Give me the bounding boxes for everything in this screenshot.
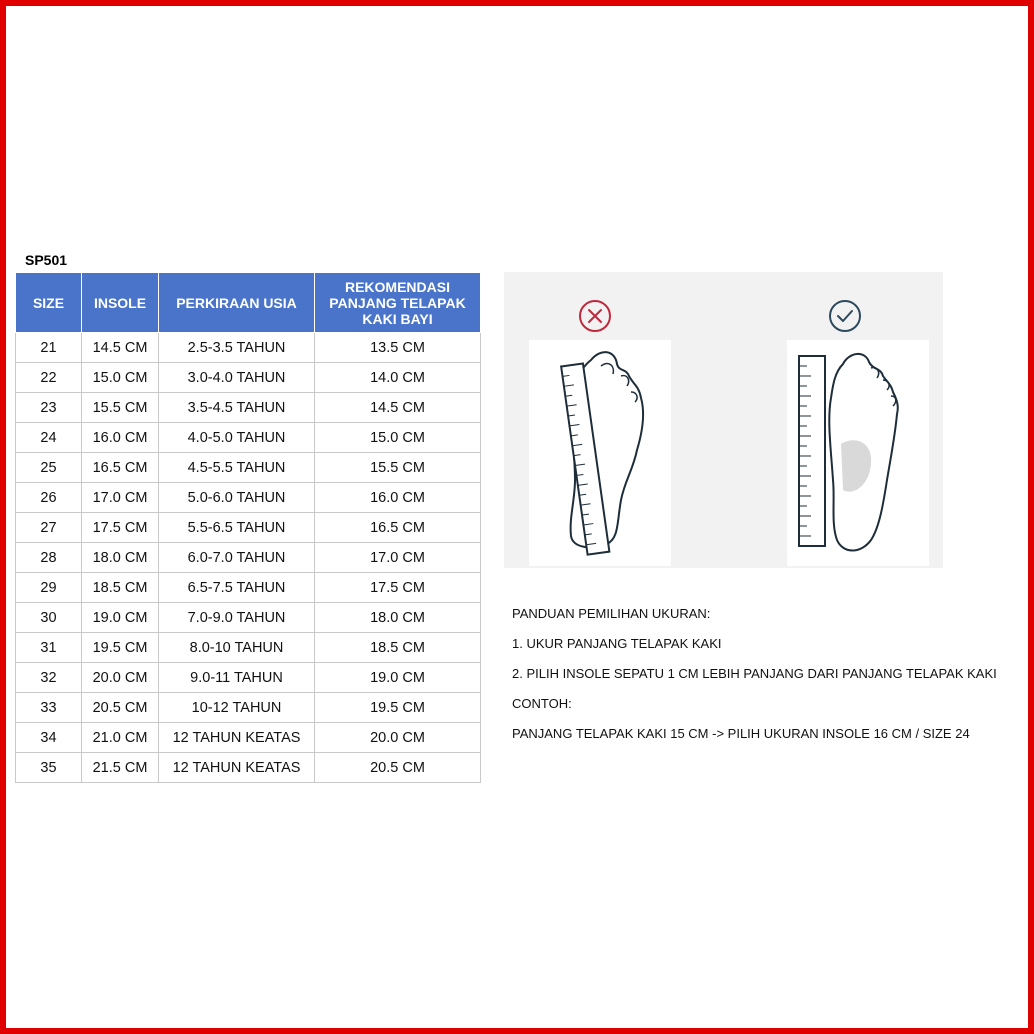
- header-foot-length: REKOMENDASI PANJANG TELAPAK KAKI BAYI: [315, 273, 481, 333]
- insole-cell: 19.0 CM: [82, 603, 159, 633]
- insole-cell: 14.5 CM: [82, 333, 159, 363]
- age-cell: 4.5-5.5 TAHUN: [159, 453, 315, 483]
- foot-length-cell: 17.0 CM: [315, 543, 481, 573]
- product-code: SP501: [25, 252, 68, 268]
- size-cell: 33: [16, 693, 82, 723]
- table-row: [16, 603, 481, 633]
- table-row: [16, 753, 481, 783]
- size-cell: 24: [16, 423, 82, 453]
- table-row: [16, 693, 481, 723]
- age-cell: 6.0-7.0 TAHUN: [159, 543, 315, 573]
- foot-length-cell: 13.5 CM: [315, 333, 481, 363]
- insole-cell: 17.5 CM: [82, 513, 159, 543]
- header-insole: INSOLE: [82, 273, 159, 333]
- age-cell: 7.0-9.0 TAHUN: [159, 603, 315, 633]
- age-cell: 8.0-10 TAHUN: [159, 633, 315, 663]
- age-cell: 5.5-6.5 TAHUN: [159, 513, 315, 543]
- insole-cell: 21.5 CM: [82, 753, 159, 783]
- size-cell: 28: [16, 543, 82, 573]
- size-cell: 32: [16, 663, 82, 693]
- insole-cell: 21.0 CM: [82, 723, 159, 753]
- table-row: [16, 423, 481, 453]
- foot-length-cell: 19.5 CM: [315, 693, 481, 723]
- guide-title: PANDUAN PEMILIHAN UKURAN:: [512, 606, 711, 621]
- age-cell: 3.5-4.5 TAHUN: [159, 393, 315, 423]
- insole-cell: 15.0 CM: [82, 363, 159, 393]
- foot-length-cell: 20.0 CM: [315, 723, 481, 753]
- insole-cell: 16.0 CM: [82, 423, 159, 453]
- age-cell: 2.5-3.5 TAHUN: [159, 333, 315, 363]
- tilted-ruler-foot-drawing: [529, 340, 671, 566]
- age-cell: 12 TAHUN KEATAS: [159, 723, 315, 753]
- foot-length-cell: 15.0 CM: [315, 423, 481, 453]
- table-row: [16, 573, 481, 603]
- guide-step-1: 1. UKUR PANJANG TELAPAK KAKI: [512, 636, 722, 651]
- size-cell: 34: [16, 723, 82, 753]
- table-row: [16, 453, 481, 483]
- age-cell: 4.0-5.0 TAHUN: [159, 423, 315, 453]
- insole-cell: 20.5 CM: [82, 693, 159, 723]
- insole-cell: 17.0 CM: [82, 483, 159, 513]
- size-cell: 21: [16, 333, 82, 363]
- foot-length-cell: 16.5 CM: [315, 513, 481, 543]
- insole-cell: 16.5 CM: [82, 453, 159, 483]
- guide-example: PANJANG TELAPAK KAKI 15 CM -> PILIH UKURAN INSOLE 16 CM / SIZE 24: [512, 726, 970, 741]
- size-cell: 23: [16, 393, 82, 423]
- table-row: [16, 543, 481, 573]
- table-row: [16, 333, 481, 363]
- age-cell: 9.0-11 TAHUN: [159, 663, 315, 693]
- table-header-row: [16, 273, 481, 333]
- insole-cell: 18.0 CM: [82, 543, 159, 573]
- age-cell: 10-12 TAHUN: [159, 693, 315, 723]
- correct-circle-icon: [828, 299, 862, 333]
- size-cell: 26: [16, 483, 82, 513]
- straight-ruler-foot-drawing: [787, 340, 929, 566]
- table-row: [16, 393, 481, 423]
- guide-step-2: 2. PILIH INSOLE SEPATU 1 CM LEBIH PANJANG DARI PANJANG TELAPAK KAKI: [512, 666, 997, 681]
- age-cell: 3.0-4.0 TAHUN: [159, 363, 315, 393]
- foot-length-cell: 18.5 CM: [315, 633, 481, 663]
- size-cell: 27: [16, 513, 82, 543]
- foot-length-cell: 20.5 CM: [315, 753, 481, 783]
- table-row: [16, 633, 481, 663]
- guide-example-label: CONTOH:: [512, 696, 572, 711]
- wrong-circle-icon: [578, 299, 612, 333]
- insole-cell: 20.0 CM: [82, 663, 159, 693]
- insole-cell: 19.5 CM: [82, 633, 159, 663]
- wrong-measure-panel: [529, 340, 671, 566]
- foot-length-cell: 19.0 CM: [315, 663, 481, 693]
- table-row: [16, 723, 481, 753]
- correct-measure-panel: [787, 340, 929, 566]
- size-cell: 35: [16, 753, 82, 783]
- size-chart-table: [15, 272, 481, 783]
- table-row: [16, 513, 481, 543]
- table-row: [16, 663, 481, 693]
- foot-length-cell: 14.5 CM: [315, 393, 481, 423]
- size-cell: 29: [16, 573, 82, 603]
- table-row: [16, 363, 481, 393]
- foot-length-cell: 17.5 CM: [315, 573, 481, 603]
- header-size: SIZE: [16, 273, 82, 333]
- size-cell: 25: [16, 453, 82, 483]
- age-cell: 5.0-6.0 TAHUN: [159, 483, 315, 513]
- insole-cell: 15.5 CM: [82, 393, 159, 423]
- foot-length-cell: 16.0 CM: [315, 483, 481, 513]
- header-age: PERKIRAAN USIA: [159, 273, 315, 333]
- measuring-illustration: [504, 272, 943, 568]
- foot-length-cell: 14.0 CM: [315, 363, 481, 393]
- age-cell: 6.5-7.5 TAHUN: [159, 573, 315, 603]
- table-row: [16, 483, 481, 513]
- size-cell: 30: [16, 603, 82, 633]
- insole-cell: 18.5 CM: [82, 573, 159, 603]
- foot-length-cell: 18.0 CM: [315, 603, 481, 633]
- size-cell: 31: [16, 633, 82, 663]
- size-cell: 22: [16, 363, 82, 393]
- foot-length-cell: 15.5 CM: [315, 453, 481, 483]
- table-body: [16, 333, 481, 783]
- age-cell: 12 TAHUN KEATAS: [159, 753, 315, 783]
